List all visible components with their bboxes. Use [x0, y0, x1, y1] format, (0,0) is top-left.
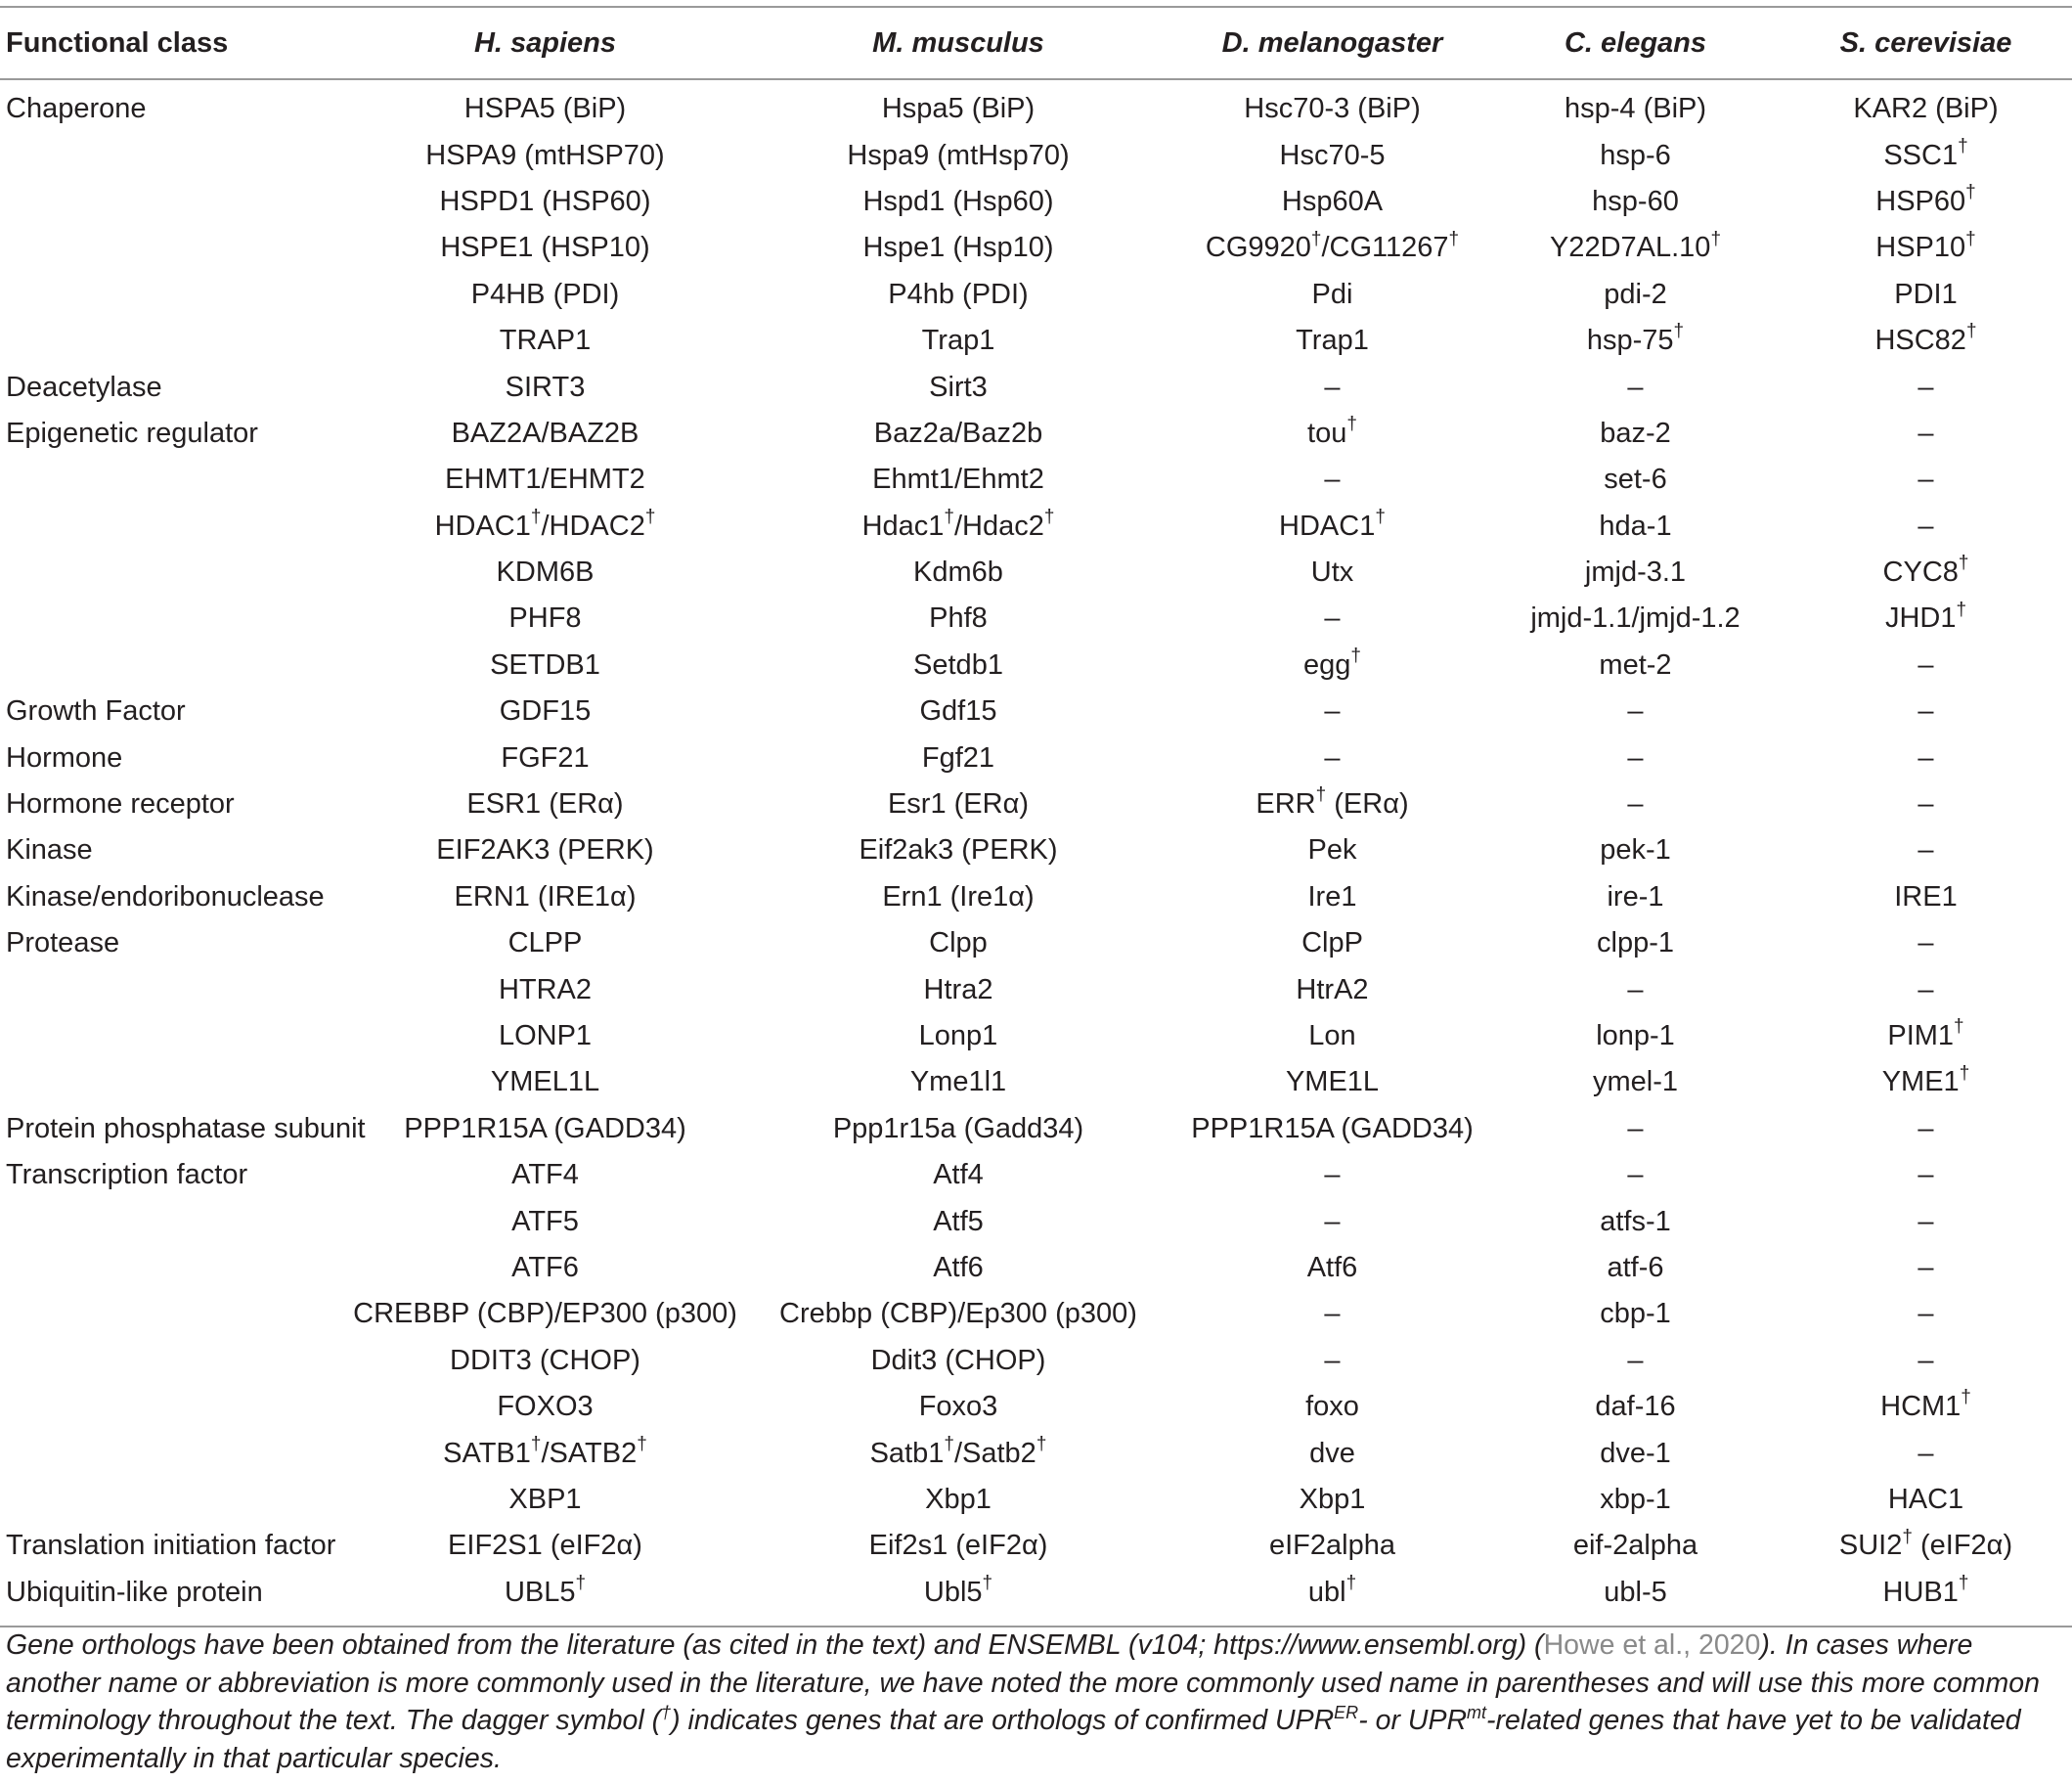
gene-cell-h-sapiens: ERN1 (IRE1α): [454, 880, 637, 913]
footnote-text-4: - or UPR: [1358, 1705, 1468, 1736]
gene-cell-s-cerevisiae: KAR2 (BiP): [1853, 93, 1999, 125]
gene-cell-h-sapiens: DDIT3 (CHOP): [450, 1344, 640, 1376]
gene-cell-m-musculus: Ern1 (Ire1α): [882, 880, 1035, 913]
table-row: [0, 411, 2072, 457]
table-row: [0, 1198, 2072, 1244]
gene-cell-h-sapiens: HSPD1 (HSP60): [439, 185, 651, 217]
gene-cell-h-sapiens: ESR1 (ERα): [466, 788, 624, 821]
header-c-elegans: C. elegans: [1491, 7, 1780, 79]
functional-class-cell: [0, 457, 347, 503]
gene-cell-d-melanogaster: –: [1324, 1205, 1341, 1237]
gene-cell-s-cerevisiae: –: [1918, 927, 1934, 959]
dagger-mark: †: [944, 1433, 954, 1454]
gene-cell-d-melanogaster: Utx: [1310, 557, 1354, 589]
gene-cell-c-elegans: xbp-1: [1600, 1483, 1671, 1515]
gene-cell-c-elegans: cbp-1: [1600, 1298, 1671, 1330]
gene-cell-c-elegans: Y22D7AL.10†: [1549, 228, 1722, 264]
functional-class-cell: Hormone: [6, 741, 123, 774]
gene-cell-d-melanogaster: Pek: [1307, 834, 1357, 867]
gene-cell-m-musculus: P4hb (PDI): [888, 278, 1029, 310]
gene-cell-d-melanogaster: –: [1324, 741, 1341, 774]
gene-cell-s-cerevisiae: HSP60†: [1875, 182, 1976, 217]
table-row: [0, 504, 2072, 550]
functional-class-cell: [0, 318, 347, 364]
gene-cell-d-melanogaster: tou†: [1307, 414, 1357, 449]
gene-cell-s-cerevisiae: IRE1: [1894, 880, 1958, 913]
gene-cell-c-elegans: dve-1: [1600, 1437, 1671, 1469]
table-row: [0, 874, 2072, 920]
table-row: [0, 1059, 2072, 1105]
functional-class-cell: Kinase/endoribonuclease: [6, 880, 325, 913]
gene-cell-m-musculus: Phf8: [929, 602, 988, 635]
dagger-mark: †: [1958, 1573, 1969, 1594]
gene-cell-d-melanogaster: Ire1: [1307, 880, 1357, 913]
gene-cell-m-musculus: Trap1: [921, 325, 995, 357]
table-container: [0, 6, 2072, 1627]
gene-cell-s-cerevisiae: –: [1918, 1205, 1934, 1237]
functional-class-cell: Translation initiation factor: [6, 1530, 336, 1562]
functional-class-cell: Protein phosphatase subunit: [6, 1112, 366, 1144]
gene-cell-d-melanogaster: –: [1324, 371, 1341, 403]
gene-cell-h-sapiens: GDF15: [499, 695, 592, 728]
gene-cell-c-elegans: jmjd-3.1: [1584, 557, 1687, 589]
gene-cell-d-melanogaster: eIF2alpha: [1269, 1530, 1395, 1562]
gene-cell-d-melanogaster: Pdi: [1311, 278, 1353, 310]
gene-cell-d-melanogaster: ERR† (ERα): [1256, 784, 1409, 821]
header-d-melanogaster: D. melanogaster: [1173, 7, 1491, 79]
footnote-text-3: ) indicates genes that are orthologs of confirmed UPR: [671, 1705, 1335, 1736]
gene-cell-c-elegans: jmjd-1.1/jmjd-1.2: [1530, 602, 1741, 635]
gene-cell-m-musculus: Hdac1†/Hdac2†: [861, 507, 1055, 542]
gene-cell-h-sapiens: XBP1: [508, 1483, 582, 1515]
functional-class-cell: [0, 1338, 347, 1384]
gene-cell-h-sapiens: HDAC1†/HDAC2†: [434, 507, 656, 542]
gene-cell-c-elegans: –: [1627, 1112, 1644, 1144]
dagger-mark: †: [1448, 228, 1460, 249]
gene-cell-c-elegans: –: [1627, 695, 1644, 728]
gene-cell-d-melanogaster: Hsc70-3 (BiP): [1244, 93, 1421, 125]
table-row: [0, 1430, 2072, 1476]
footnote-text-2: ). In cases where another name or abbreviation is more commonly used in the literature, we have noted the more commonly used name in parentheses and will use this more common terminology throughout the text. The dagger symbol (: [6, 1629, 2040, 1736]
gene-cell-h-sapiens: ATF4: [511, 1159, 579, 1191]
gene-cell-s-cerevisiae: PDI1: [1894, 278, 1958, 310]
gene-cell-m-musculus: Eif2ak3 (PERK): [859, 834, 1058, 867]
functional-class-cell: [0, 1477, 347, 1523]
table-row: [0, 550, 2072, 596]
gene-cell-h-sapiens: PHF8: [508, 602, 582, 635]
functional-class-cell: Transcription factor: [6, 1159, 248, 1191]
dagger-mark: †: [1958, 135, 1968, 156]
gene-cell-h-sapiens: FOXO3: [497, 1391, 594, 1423]
dagger-mark: †: [1965, 228, 1976, 249]
gene-cell-d-melanogaster: CG9920†/CG11267†: [1205, 228, 1460, 264]
gene-cell-m-musculus: Atf4: [933, 1159, 984, 1191]
gene-cell-c-elegans: –: [1627, 1159, 1644, 1191]
dagger-mark: †: [1954, 1016, 1964, 1038]
functional-class-cell: [0, 550, 347, 596]
gene-cell-c-elegans: hda-1: [1599, 510, 1672, 542]
dagger-mark: †: [1965, 182, 1976, 203]
table-row: [0, 689, 2072, 735]
gene-cell-h-sapiens: HSPA5 (BiP): [463, 93, 627, 125]
functional-class-cell: [0, 1198, 347, 1244]
functional-class-cell: Growth Factor: [6, 695, 186, 728]
functional-class-cell: [0, 1059, 347, 1105]
table-row: [0, 79, 2072, 132]
gene-cell-c-elegans: met-2: [1599, 648, 1672, 681]
gene-cell-m-musculus: Sirt3: [929, 371, 988, 403]
functional-class-cell: [0, 1245, 347, 1291]
gene-cell-c-elegans: eif-2alpha: [1572, 1530, 1698, 1562]
gene-cell-d-melanogaster: –: [1324, 695, 1341, 728]
gene-cell-c-elegans: –: [1627, 788, 1644, 821]
table-row: [0, 966, 2072, 1012]
gene-cell-d-melanogaster: Trap1: [1296, 325, 1369, 357]
gene-cell-s-cerevisiae: –: [1918, 510, 1934, 542]
dagger-mark: †: [944, 507, 954, 528]
gene-cell-c-elegans: –: [1627, 1344, 1644, 1376]
gene-cell-m-musculus: Kdm6b: [913, 557, 1003, 589]
table-row: [0, 1013, 2072, 1059]
dagger-mark: †: [1965, 321, 1977, 342]
gene-cell-s-cerevisiae: SUI2† (eIF2α): [1838, 1526, 2013, 1562]
header-m-musculus: M. musculus: [743, 7, 1173, 79]
gene-cell-h-sapiens: BAZ2A/BAZ2B: [451, 417, 639, 449]
gene-cell-c-elegans: set-6: [1604, 464, 1667, 496]
gene-cell-m-musculus: Lonp1: [918, 1020, 998, 1051]
gene-cell-s-cerevisiae: HUB1†: [1780, 1570, 2072, 1627]
gene-cell-c-elegans: pek-1: [1600, 834, 1671, 867]
gene-cell-s-cerevisiae: –: [1918, 741, 1934, 774]
gene-cell-h-sapiens: SIRT3: [505, 371, 586, 403]
gene-cell-c-elegans: baz-2: [1600, 417, 1671, 449]
gene-cell-c-elegans: ubl-5: [1491, 1570, 1780, 1627]
gene-cell-s-cerevisiae: –: [1918, 1344, 1934, 1376]
gene-cell-c-elegans: daf-16: [1595, 1391, 1676, 1423]
gene-cell-c-elegans: hsp-60: [1592, 185, 1679, 217]
gene-cell-m-musculus: Gdf15: [919, 695, 997, 728]
gene-cell-m-musculus: Hspa9 (mtHsp70): [847, 139, 1070, 171]
table-body: [0, 79, 2072, 1627]
dagger-mark: †: [1958, 553, 1969, 574]
gene-cell-s-cerevisiae: –: [1918, 695, 1934, 728]
gene-cell-m-musculus: Ehmt1/Ehmt2: [872, 464, 1044, 496]
dagger-mark: †: [530, 1433, 542, 1454]
gene-cell-c-elegans: ymel-1: [1592, 1066, 1678, 1098]
gene-cell-d-melanogaster: YME1L: [1285, 1066, 1380, 1098]
gene-cell-c-elegans: hsp-75†: [1586, 321, 1685, 357]
dagger-mark: †: [1375, 507, 1386, 528]
header-h-sapiens: H. sapiens: [347, 7, 743, 79]
dagger-mark: †: [575, 1573, 587, 1594]
table-row: [0, 781, 2072, 827]
gene-cell-c-elegans: clpp-1: [1597, 927, 1674, 959]
dagger-mark: †: [530, 507, 542, 528]
gene-cell-m-musculus: Satb1†/Satb2†: [869, 1433, 1047, 1469]
gene-cell-m-musculus: Ppp1r15a (Gadd34): [832, 1112, 1084, 1144]
table-row: [0, 179, 2072, 225]
gene-cell-m-musculus: Clpp: [929, 927, 988, 959]
gene-cell-s-cerevisiae: –: [1918, 788, 1934, 821]
gene-cell-h-sapiens: FGF21: [501, 741, 590, 774]
gene-cell-m-musculus: Xbp1: [925, 1483, 992, 1515]
table-row: [0, 1106, 2072, 1152]
functional-class-cell: Protease: [6, 927, 120, 959]
gene-cell-m-musculus: Eif2s1 (eIF2α): [868, 1530, 1048, 1562]
gene-cell-s-cerevisiae: –: [1918, 648, 1934, 681]
gene-cell-d-melanogaster: ClpP: [1301, 927, 1363, 959]
gene-cell-m-musculus: Atf6: [933, 1251, 984, 1283]
gene-cell-s-cerevisiae: YME1†: [1881, 1062, 1970, 1098]
gene-cell-d-melanogaster: foxo: [1305, 1391, 1359, 1423]
footnote-text-1: Gene orthologs have been obtained from the literature (as cited in the text) and ENSEMBL (v104; https://www.ensembl.org) (: [6, 1629, 1544, 1661]
gene-cell-d-melanogaster: HtrA2: [1296, 973, 1369, 1005]
table-row: [0, 1523, 2072, 1569]
gene-cell-m-musculus: Foxo3: [918, 1391, 998, 1423]
table-row: [0, 364, 2072, 410]
gene-cell-h-sapiens: ATF6: [511, 1251, 579, 1283]
gene-cell-s-cerevisiae: –: [1918, 1298, 1934, 1330]
gene-cell-s-cerevisiae: –: [1918, 371, 1934, 403]
gene-cell-d-melanogaster: dve: [1309, 1437, 1355, 1469]
gene-cell-m-musculus: Atf5: [933, 1205, 984, 1237]
functional-class-cell: [0, 966, 347, 1012]
gene-cell-m-musculus: Hspe1 (Hsp10): [862, 232, 1054, 264]
gene-cell-h-sapiens: EIF2S1 (eIF2α): [448, 1530, 642, 1562]
functional-class-cell: [0, 1013, 347, 1059]
functional-class-cell: [0, 179, 347, 225]
gene-cell-m-musculus: Yme1l1: [909, 1066, 1007, 1098]
functional-class-cell: [0, 643, 347, 689]
gene-cell-s-cerevisiae: HCM1†: [1880, 1387, 1971, 1423]
gene-cell-c-elegans: –: [1627, 741, 1644, 774]
gene-cell-m-musculus: Baz2a/Baz2b: [873, 417, 1043, 449]
dagger-mark: †: [1346, 414, 1357, 435]
gene-cell-s-cerevisiae: –: [1918, 1112, 1934, 1144]
table-row: [0, 225, 2072, 271]
gene-cell-d-melanogaster: Atf6: [1306, 1251, 1358, 1283]
table-row: [0, 457, 2072, 503]
gene-cell-s-cerevisiae: HSC82†: [1874, 321, 1977, 357]
table-row: [0, 1384, 2072, 1430]
gene-cell-d-melanogaster: –: [1324, 1159, 1341, 1191]
dagger-mark: †: [637, 1433, 647, 1454]
gene-cell-d-melanogaster: –: [1324, 602, 1341, 635]
gene-cell-d-melanogaster: ubl†: [1173, 1570, 1491, 1627]
dagger-mark: †: [644, 507, 656, 528]
gene-cell-h-sapiens: HSPE1 (HSP10): [440, 232, 650, 264]
gene-cell-h-sapiens: P4HB (PDI): [470, 278, 620, 310]
dagger-mark: †: [1310, 228, 1322, 249]
gene-cell-s-cerevisiae: HSP10†: [1875, 228, 1976, 264]
gene-cell-d-melanogaster: Hsc70-5: [1279, 139, 1386, 171]
dagger-mark: †: [1710, 228, 1722, 249]
gene-cell-s-cerevisiae: –: [1918, 464, 1934, 496]
functional-class-cell: Ubiquitin-like protein: [0, 1570, 347, 1627]
gene-cell-h-sapiens: UBL5†: [347, 1570, 743, 1627]
gene-cell-s-cerevisiae: –: [1918, 1437, 1934, 1469]
gene-cell-s-cerevisiae: SSC1†: [1883, 135, 1968, 171]
footnote-dagger: †: [661, 1702, 672, 1722]
gene-cell-m-musculus: Hspa5 (BiP): [881, 93, 1036, 125]
gene-cell-c-elegans: –: [1627, 371, 1644, 403]
dagger-mark: †: [1350, 646, 1361, 667]
gene-cell-s-cerevisiae: –: [1918, 1159, 1934, 1191]
gene-cell-h-sapiens: HTRA2: [498, 973, 593, 1005]
gene-cell-m-musculus: Esr1 (ERα): [887, 788, 1030, 821]
footnote-sup-mt: mt: [1467, 1702, 1487, 1722]
table-footnote: [6, 1627, 2067, 1777]
gene-cell-h-sapiens: HSPA9 (mtHSP70): [425, 139, 665, 171]
gene-cell-m-musculus: Hspd1 (Hsp60): [862, 185, 1054, 217]
gene-cell-h-sapiens: PPP1R15A (GADD34): [404, 1112, 686, 1144]
functional-class-cell: [0, 225, 347, 271]
table-row: [0, 920, 2072, 966]
table-row: [0, 643, 2072, 689]
header-row: [0, 7, 2072, 79]
functional-class-cell: [0, 1291, 347, 1337]
gene-cell-s-cerevisiae: PIM1†: [1887, 1016, 1964, 1051]
gene-cell-d-melanogaster: –: [1324, 1298, 1341, 1330]
functional-class-cell: Chaperone: [6, 93, 147, 125]
header-functional-class: Functional class: [0, 7, 347, 79]
functional-class-cell: Deacetylase: [6, 371, 162, 403]
dagger-mark: †: [1043, 507, 1055, 528]
gene-cell-h-sapiens: EIF2AK3 (PERK): [436, 834, 654, 867]
gene-cell-h-sapiens: EHMT1/EHMT2: [445, 464, 645, 496]
table-row: [0, 318, 2072, 364]
table-row: [0, 1245, 2072, 1291]
functional-class-cell: [0, 132, 347, 178]
gene-cell-s-cerevisiae: –: [1918, 973, 1934, 1005]
gene-cell-h-sapiens: YMEL1L: [490, 1066, 600, 1098]
gene-cell-m-musculus: Htra2: [923, 973, 993, 1005]
functional-class-cell: Epigenetic regulator: [6, 417, 258, 449]
gene-cell-s-cerevisiae: JHD1†: [1884, 599, 1967, 635]
gene-cell-h-sapiens: TRAP1: [499, 325, 592, 357]
gene-cell-h-sapiens: LONP1: [498, 1020, 593, 1051]
gene-cell-d-melanogaster: egg†: [1303, 646, 1361, 681]
dagger-mark: †: [1673, 321, 1685, 342]
functional-class-cell: [0, 596, 347, 642]
gene-cell-m-musculus: Crebbp (CBP)/Ep300 (p300): [779, 1298, 1137, 1330]
dagger-mark: †: [1902, 1526, 1913, 1547]
table-row: [0, 1291, 2072, 1337]
footnote-citation-link[interactable]: Howe et al., 2020: [1543, 1629, 1761, 1661]
table-row: [0, 1152, 2072, 1198]
table-row: [0, 596, 2072, 642]
gene-cell-h-sapiens: CREBBP (CBP)/EP300 (p300): [353, 1298, 737, 1330]
table-row: [0, 272, 2072, 318]
gene-cell-m-musculus: Fgf21: [921, 741, 995, 774]
gene-cell-c-elegans: pdi-2: [1604, 278, 1667, 310]
functional-class-cell: [0, 1384, 347, 1430]
gene-cell-h-sapiens: SETDB1: [490, 648, 600, 681]
gene-cell-d-melanogaster: Lon: [1308, 1020, 1356, 1051]
functional-class-cell: [0, 504, 347, 550]
table-row: [0, 735, 2072, 780]
gene-cell-c-elegans: –: [1627, 973, 1644, 1005]
gene-cell-d-melanogaster: Xbp1: [1299, 1483, 1366, 1515]
gene-cell-d-melanogaster: Hsp60A: [1281, 185, 1384, 217]
table-row: [0, 1570, 2072, 1627]
gene-cell-s-cerevisiae: HAC1: [1887, 1483, 1964, 1515]
table-row: [0, 132, 2072, 178]
gene-cell-h-sapiens: ATF5: [511, 1205, 579, 1237]
table-row: [0, 1338, 2072, 1384]
footnote-sup-er: ER: [1334, 1702, 1359, 1722]
dagger-mark: †: [1959, 1062, 1970, 1084]
table-row: [0, 827, 2072, 873]
gene-cell-d-melanogaster: HDAC1†: [1279, 507, 1386, 542]
dagger-mark: †: [982, 1573, 993, 1594]
gene-cell-s-cerevisiae: CYC8†: [1882, 553, 1969, 589]
header-s-cerevisiae: S. cerevisiae: [1780, 7, 2072, 79]
functional-class-cell: [0, 1430, 347, 1476]
gene-cell-c-elegans: atfs-1: [1600, 1205, 1671, 1237]
dagger-mark: †: [1036, 1433, 1047, 1454]
dagger-mark: †: [1956, 599, 1967, 620]
gene-cell-m-musculus: Ubl5†: [743, 1570, 1173, 1627]
gene-cell-c-elegans: atf-6: [1607, 1251, 1664, 1283]
gene-cell-c-elegans: hsp-6: [1600, 139, 1671, 171]
gene-cell-d-melanogaster: –: [1324, 464, 1341, 496]
orthologs-table: [0, 6, 2072, 1627]
gene-cell-d-melanogaster: –: [1324, 1344, 1341, 1376]
dagger-mark: †: [1315, 784, 1327, 806]
functional-class-cell: [0, 272, 347, 318]
gene-cell-m-musculus: Ddit3 (CHOP): [870, 1344, 1046, 1376]
gene-cell-s-cerevisiae: –: [1918, 417, 1934, 449]
gene-cell-h-sapiens: SATB1†/SATB2†: [443, 1433, 647, 1469]
gene-cell-c-elegans: ire-1: [1607, 880, 1664, 913]
gene-cell-s-cerevisiae: –: [1918, 1251, 1934, 1283]
dagger-mark: †: [1961, 1387, 1971, 1408]
gene-cell-h-sapiens: CLPP: [507, 927, 583, 959]
table-row: [0, 1477, 2072, 1523]
gene-cell-h-sapiens: KDM6B: [496, 557, 595, 589]
gene-cell-d-melanogaster: PPP1R15A (GADD34): [1191, 1112, 1474, 1144]
footnote-text-5: -related genes that have yet to be validated experimentally in that particular species.: [6, 1705, 2021, 1774]
dagger-mark: †: [1345, 1573, 1357, 1594]
gene-cell-c-elegans: hsp-4 (BiP): [1564, 93, 1707, 125]
gene-cell-c-elegans: lonp-1: [1596, 1020, 1675, 1051]
gene-cell-s-cerevisiae: –: [1918, 834, 1934, 867]
functional-class-cell: Kinase: [6, 834, 93, 867]
functional-class-cell: Hormone receptor: [6, 788, 235, 821]
gene-cell-m-musculus: Setdb1: [913, 648, 1003, 681]
